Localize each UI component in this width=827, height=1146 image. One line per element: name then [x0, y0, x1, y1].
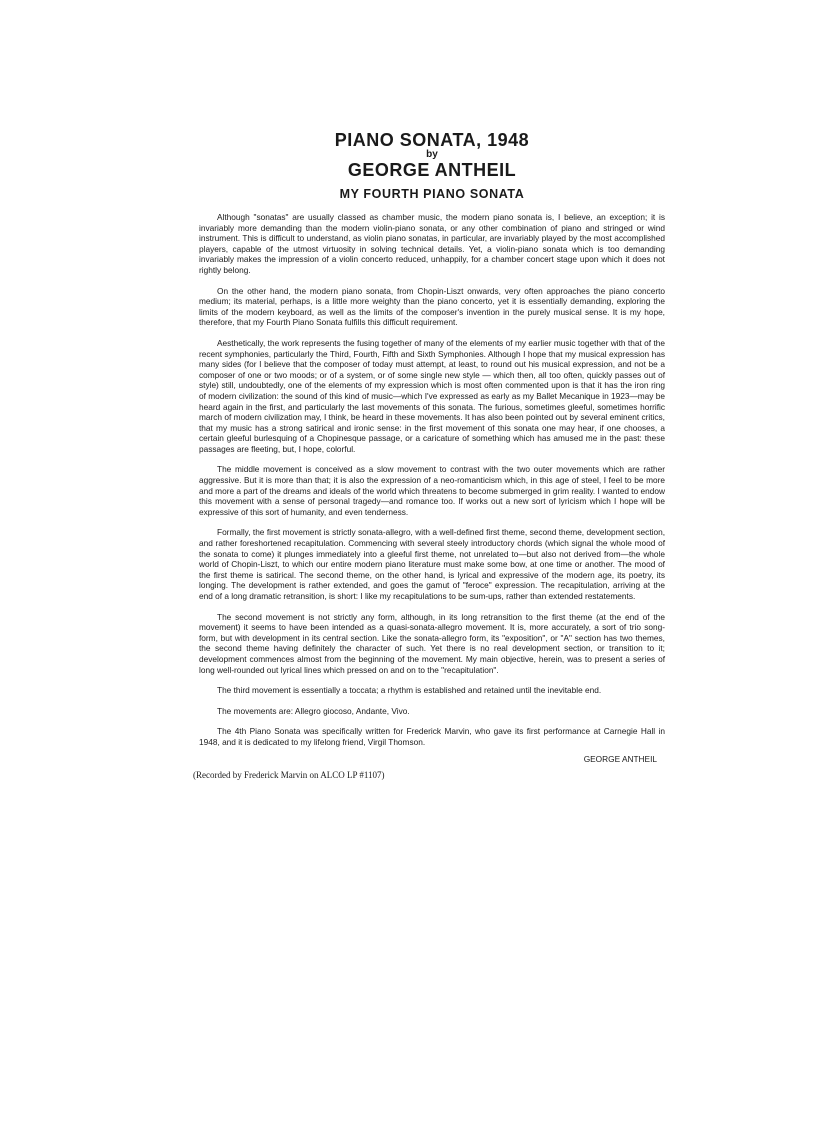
paragraph: The 4th Piano Sonata was specifically written for Frederick Marvin, who gave its first performance at Carnegie Hall in 1948, and it is dedicated to my lifelong friend, Virgil Thomson.: [199, 726, 665, 747]
document-title: PIANO SONATA, 1948: [334, 130, 530, 150]
document-page: [193, 130, 665, 781]
byline-by: by: [426, 149, 438, 160]
paragraph: The third movement is essentially a toccata; a rhythm is established and retained until the inevitable end.: [217, 685, 602, 696]
recording-note: (Recorded by Frederick Marvin on ALCO LP #1107): [193, 769, 385, 780]
paragraph: The middle movement is conceived as a slow movement to contrast with the two outer movements which are rather aggressive. But it is more than that; it is also the expression of a neo-romanticism which, in this age of steel, I feel to be more and more a part of the dreams and ideals of the world which threatens to become submerged in grim reality. I wanted to endow this movement with a sense of personal tragedy—and romance too. If works out a new sort of lyricism which I hope will be expressive of this sort of humanity, and even tenderness.: [199, 464, 665, 517]
paragraph: Although "sonatas" are usually classed as chamber music, the modern piano sonata is, I believe, an exception; it is invariably more demanding than the modern violin-piano sonata, or any other combination of piano and stringed or wind instrument. This is difficult to understand, as violin piano sonatas, in particular, are invariably played by the most accomplished players, capable of the utmost virtuosity in solving technical details. Yet, a violin-piano sonata which is too demanding invariably makes the impression of a violin concerto reduced, unhappily, for a chamber concert stage upon which it does not rightly belong.: [199, 212, 665, 275]
paragraph: The second movement is not strictly any form, although, in its long retransition to the first theme (at the end of the movement) it seems to have been intended as a quasi-sonata-allegro movement. It is, more accurately, a sort of trio song-form, but with development in its central section. Like the sonata-allegro form, its "exposition", or "A" section has two themes, the second theme having definitely the character of such. Yet there is no real development section, or transition to it; development commences almost from the beginning of the movement. My main objective, herein, was to present a series of long well-rounded out lyrical lines which pressed on and on to the "recapitulation".: [199, 611, 665, 675]
signature: GEORGE ANTHEIL: [583, 753, 657, 764]
document-subtitle: MY FOURTH PIANO SONATA: [339, 187, 525, 201]
document-body: [199, 212, 665, 748]
paragraph: On the other hand, the modern piano sonata, from Chopin-Liszt onwards, very often approaches the piano concerto medium; its material, perhaps, is a little more weighty than the piano concerto, yet it is essentially demanding, exploring the limits of the modern keyboard, as well as the limits of the composer's invention in the purely musical sense. It is my hope, therefore, that my Fourth Piano Sonata fulfills this difficult requirement.: [199, 285, 665, 328]
paragraph: Aesthetically, the work represents the fusing together of many of the elements of my earlier music together with that of the recent symphonies, particularly the Third, Fourth, Fifth and Sixth Symphonies. Although I hope that my musical expression has many sides (for I believe that the composer of today must attempt, at least, to round out his musical expression, and not be a composer of one or two moods; or of a system, or of some single new style — which then, all too often, quickly passes out of style) still, undoubtedly, one of the elements of my expression which is most often commented upon is that it has the iron ring of modern civilization: the sound of this kind of music—which I've expressed as early as my Ballet Mecanique in 1923—may be heard again in the first, and particularly the last movements of this sonata. The furious, sometimes gleeful, sometimes horrific march of modern civilization may, I think, be heard in these movements. It has also been pointed out by several eminent critics, that my music has a strong satirical and ironic sense: in the first movement of this sonata one may hear, if one chooses, a certain gleeful burlesquing of a Chopinesque passage, or a caricature of something which has amused me in the past: these passages are fleeting, but, I hope, colorful.: [199, 337, 665, 454]
author-name: GEORGE ANTHEIL: [347, 160, 517, 180]
paragraph: The movements are: Allegro giocoso, Andante, Vivo.: [217, 705, 410, 716]
paragraph: Formally, the first movement is strictly sonata-allegro, with a well-defined first theme, second theme, development section, and rather foreshortened recapitulation. Commencing with several steely introductory chords (which signal the whole mood of the sonata to come) it plunges immediately into a gleeful first theme, not unrelated to—but also not derived from—the whole world of Chopin-Liszt, to which our entire modern piano literature must make some bow, at one time or another. The mood of the first theme is satirical. The second theme, on the other hand, is lyrical and expressive of the modern age, its poetry, its longing. The development is rather extended, and goes the gamut of "feroce" expression. The recapitulation, arriving at the end of a long dramatic retransition, is short: I like my recapitulations to be sum-ups, rather than extended restatements.: [199, 527, 665, 601]
